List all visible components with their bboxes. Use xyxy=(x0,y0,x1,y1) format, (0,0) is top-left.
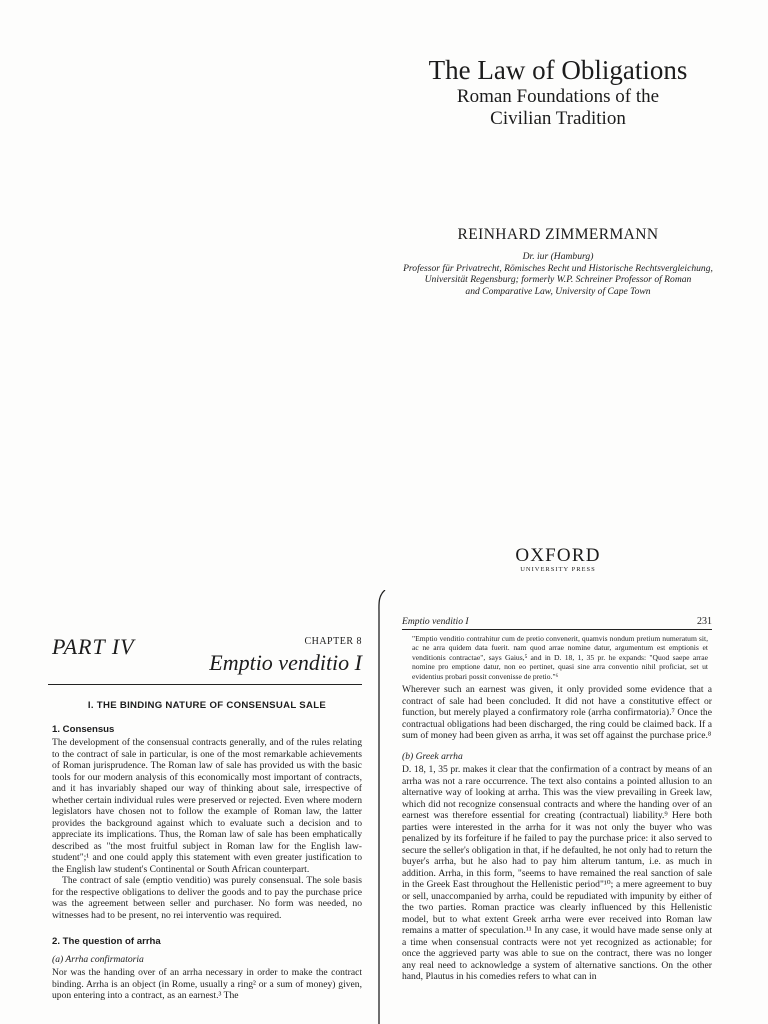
publisher-subtitle: UNIVERSITY PRESS xyxy=(520,566,596,573)
chapter-rule xyxy=(48,684,362,685)
credential-line: Universität Regensburg; formerly W.P. Schreiner Professor of Roman xyxy=(424,274,692,286)
author-name: REINHARD ZIMMERMANN xyxy=(457,226,659,243)
right-page-body xyxy=(402,634,712,983)
subsection-heading: 2. The question of arrha xyxy=(52,936,161,947)
header-rule xyxy=(402,629,712,630)
chapter-label: CHAPTER 8 xyxy=(304,636,362,647)
author-credentials xyxy=(380,251,736,297)
block-quote: "Emptio venditio contrahitur cum de pretio convenerit, quamvis nondum pretium numeratum sit, ac ne arra quidem data fuerit. nam quod arrae nomine datur, argumentum est emptionis et venditionis contractae", says Gaius,⁵ and in D. 18, 1, 35 pr. he expands: "Quod saepe arrae nomine pro emptione datur, non eo pertinet, quasi sine arra conventio nihil proficiat, set ut evidentius probari possit convenisse de pretio."⁶ xyxy=(412,634,708,681)
subsection-heading: 1. Consensus xyxy=(52,723,115,735)
left-page-body xyxy=(52,700,362,1002)
chapter-title: Emptio venditio I xyxy=(209,650,362,675)
page-gutter-bracket xyxy=(374,590,386,1024)
body-paragraph: Nor was the handing over of an arrha necessary in order to make the contract binding. Arrha is an object (in Rome, usually a ring² or a sum of money) given, upon entering into a contract, as an earnest.³ The xyxy=(52,967,362,1001)
body-paragraph: Wherever such an earnest was given, it only provided some evidence that a contract of sale had been concluded. It did not have a constitutive effect or function, but merely played a confirmatory role (arrha confirmatoria).⁷ Once the contractual obligations had been discharged, the ring could be claimed back. If a sum of money had been given as arrha, it was set off against the purchase price.⁸ xyxy=(402,684,712,742)
subtitle-line-2: Civilian Tradition xyxy=(490,108,626,129)
publisher-imprint xyxy=(380,546,736,573)
page-number: 231 xyxy=(697,616,712,627)
book-subtitle xyxy=(380,86,736,130)
section-heading: I. THE BINDING NATURE OF CONSENSUAL SALE xyxy=(87,700,327,711)
credential-line: and Comparative Law, University of Cape Town xyxy=(465,285,651,297)
credential-line: Professor für Privatrecht, Römisches Recht und Historische Rechtsvergleichung, xyxy=(403,262,713,274)
book-title: The Law of Obligations xyxy=(428,55,688,85)
credential-line: Dr. iur (Hamburg) xyxy=(522,251,594,262)
running-head: Emptio venditio I xyxy=(402,616,469,627)
body-paragraph: The development of the consensual contracts generally, and of the rules relating to the contract of sale in particular, is one of the most remarkable achievements of Roman jurisprudence. The Roman law of sale has provided us with the basic tools for our modern analysis of this economically most important of contracts, and it has invariably shaped our way of thinking about sale, irrespective of whether certain individual rules were preserved or rejected. Even where modern legislators have chosen not to follow the example of Roman law, the latter provides the background against which to evaluate such a decision and to appreciate its implications. Thus, the Roman law of sale has been emphatically described as "the most fruitful subject in Roman law for the English law-student";¹ and one could apply this statement with even greater justification to the English law student's Continental or South African counterpart. xyxy=(52,737,362,875)
subsubsection-heading: (a) Arrha confirmatoria xyxy=(52,953,144,965)
body-paragraph: D. 18, 1, 35 pr. makes it clear that the confirmation of a contract by means of an arrha was not a rare occurrence. The text also contains a pointed allusion to an alternative way of looking at arrha. This was the view prevailing in Greek law, which did not recognize consensual contracts and where the handing over of an earnest was therefore essential for creating (contractual) liability.⁹ Here both parties were interested in the arrha for it was not only the buyer who was penalized by its forfeiture if he failed to pay the purchase price: it also served to secure the seller's obligation in that, if he defaulted, he not only had to return the buyer's arrha, but he also had to pay him alterum tantum, i.e. as much in addition. Arrha, in this form, "seems to have remained the real sanction of sale in the Greek East throughout the Hellenistic period"¹⁰; a mere agreement to buy or sell, unaccompanied by arrha, could be repudiated with impunity by either of the two parties. Roman practice was clearly influenced by this Hellenistic model, but to what extent Greek arrha were ever received into Roman law remains a matter of speculation.¹¹ In any case, it would have made sense only at a time when consensual contracts were not yet recognized as actionable; for once the aggrieved party was able to sue on the contract, there was no longer any real need to acknowledge a system of alternative sanctions. On the other hand, Plautus in his comedies refers to what can in xyxy=(402,764,712,983)
body-paragraph: The contract of sale (emptio venditio) was purely consensual. The sole basis for the respective obligations to deliver the goods and to pay the purchase price was the agreement between seller and purchaser. No form was needed, no witnesses had to be present, no rei interventio was required. xyxy=(52,875,362,921)
subtitle-line-1: Roman Foundations of the xyxy=(456,86,660,107)
subsubsection-heading: (b) Greek arrha xyxy=(402,750,463,762)
part-label: PART IV xyxy=(52,634,135,659)
publisher-name: OXFORD xyxy=(515,545,601,566)
